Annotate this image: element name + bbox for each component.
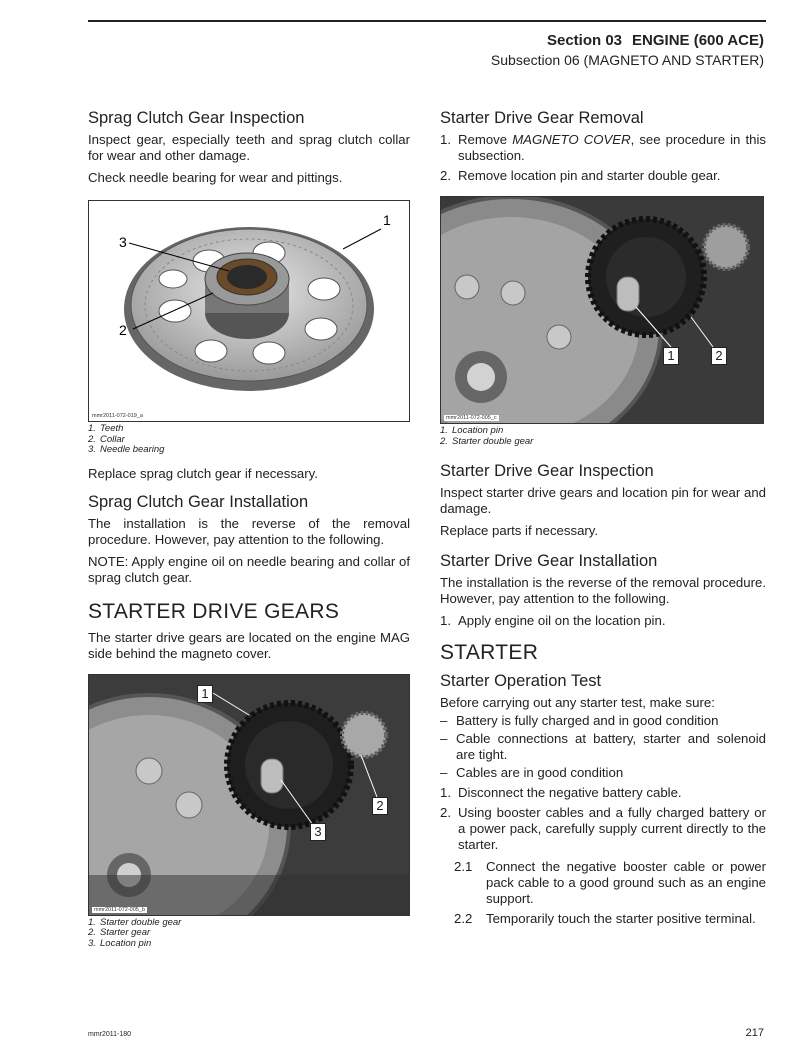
section-title: ENGINE (600 ACE) [632,32,764,49]
starter-gear [342,713,386,757]
subsection-header: Subsection 06 (MAGNETO AND STARTER) [490,52,764,68]
operation-substep: 2.2 Temporarily touch the starter positive terminal. [454,911,756,926]
check-item: – Battery is fully charged and in good condition [440,713,766,729]
page-number: 217 [745,1027,764,1039]
operation-steps [440,785,766,853]
removal-steps [440,132,766,184]
callout-1: 1 [197,685,213,703]
installation-title: Starter Drive Gear Installation [440,552,658,570]
gear-hole [159,300,191,322]
installation-p1: The installation is the reverse of the removal procedure. However, pay attention to the following. [440,575,766,606]
section-label: Section 03 [546,32,623,49]
figure-location-pin [440,196,764,424]
operation-test-title: Starter Operation Test [440,672,602,690]
check-item: – Cables are in good condition [440,765,766,781]
callout-1: 1 [663,347,679,365]
legend-item: 1. Location pin [440,425,504,436]
replace-sprag-text: Replace sprag clutch gear if necessary. [88,465,318,481]
callout-2: 2 [711,347,727,365]
callout-1: 1 [383,212,391,228]
location-pin [617,277,639,311]
starter-drive-gears-title: STARTER DRIVE GEARS [88,599,340,623]
location-pin-photo [441,197,763,423]
operation-substeps [440,859,766,927]
footer-code: mmr2011-180 [88,1031,132,1038]
gear-hole [159,270,187,288]
operation-step: 1. Disconnect the negative battery cable. [440,785,682,800]
installation-step: 1. Apply engine oil on the location pin. [440,613,666,628]
installation-steps [440,613,766,629]
gear-hole [195,340,227,362]
operation-step: 2. Using booster cables and a fully charged battery or a power pack, carefully supply current directly to the starter. [440,805,766,852]
gear-hole [308,278,340,300]
note-text: Apply engine oil on needle bearing and collar of sprag clutch gear. [88,553,411,585]
figure-code: mmr2011-072-005_b [94,906,145,913]
callout-3: 3 [310,823,326,841]
sprag-installation-title: Sprag Clutch Gear Installation [88,492,309,511]
check-item: – Cable connections at battery, starter and solenoid are tight. [440,731,766,763]
header-rule [88,20,766,22]
legend-item: 1. Teeth [88,423,124,434]
figure-legend [88,918,410,950]
removal-step: 1. Remove MAGNETO COVER, see procedure in this subsection. [440,132,766,163]
gear-hole [305,318,337,340]
figure-legend [88,424,410,456]
callout-2: 2 [119,322,127,338]
inspection-p2: Replace parts if necessary. [440,523,599,538]
gear-hole [253,342,285,364]
left-column [88,108,410,959]
figure-starter-drive-gears [88,674,410,916]
figure-code: mmr2011-072-019_a [92,413,143,419]
section-header [547,32,764,49]
operation-substep: 2.1 Connect the negative booster cable or power pack cable to a good ground such as an engine support. [454,859,766,906]
legend-item: 1. Starter double gear [88,916,182,928]
starter-gears-photo [89,675,409,915]
legend-item: 2. Starter gear [88,927,151,938]
callout-3: 3 [119,234,127,250]
sprag-gear-illustration [89,201,409,421]
starter-drive-gears-p: The starter drive gears are located on the engine MAG side behind the magneto cover. [88,629,410,661]
removal-title: Starter Drive Gear Removal [440,109,644,127]
sprag-inspection-p2: Check needle bearing for wear and pittings. [88,170,343,185]
sprag-installation-p1: The installation is the reverse of the removal procedure. However, pay attention to the following. [88,515,410,547]
sprag-inspection-title: Sprag Clutch Gear Inspection [88,109,305,127]
figure-legend [440,426,766,447]
sprag-inspection-p1: Inspect gear, especially teeth and sprag clutch collar for wear and other damage. [88,132,410,163]
location-pin [261,759,283,793]
right-column [440,108,766,933]
legend-item: 3. Needle bearing [88,444,165,455]
callout-2: 2 [372,797,388,815]
legend-item: 2. Starter double gear [440,435,534,447]
legend-item: 3. Location pin [88,937,152,949]
figure-sprag-clutch-gear [88,200,410,422]
inspection-title: Starter Drive Gear Inspection [440,462,654,480]
figure-code: mmr2011-072-005_c [446,415,497,421]
operation-intro: Before carrying out any starter test, make sure: [440,695,715,710]
legend-item: 2. Collar [88,433,125,445]
inspection-p1: Inspect starter drive gears and location pin for wear and damage. [440,485,766,516]
note-label: NOTE: [88,553,129,569]
note [88,554,410,586]
operation-checklist [440,713,766,781]
starter-title: STARTER [440,641,539,664]
removal-step: 2. Remove location pin and starter double gear. [440,168,721,183]
